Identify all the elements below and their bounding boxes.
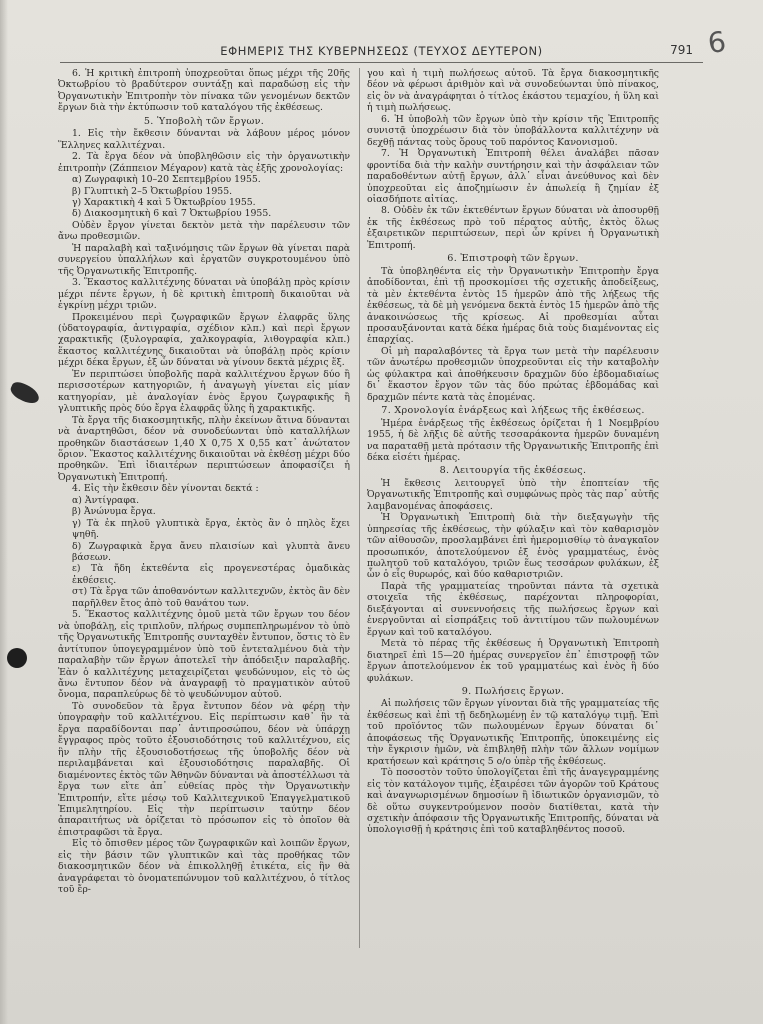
list-item: γ) Χαρακτικὴ 4 καὶ 5 Ὀκτωβρίου 1955.: [72, 196, 256, 208]
list-item: στ) Τὰ ἔργα τῶν ἀποθανόντων καλλιτεχνῶν, ἐκτὸς ἂν δὲν παρῆλθεν ἔτος ἀπὸ τοῦ θανάτου των.: [72, 586, 350, 609]
paragraph: 8. Οὐδὲν ἐκ τῶν ἐκτεθέντων ἔργων δύναται νὰ ἀποσυρθῇ ἐκ τῆς ἐκθέσεως πρὸ τοῦ πέρατος αὐτῆς, ἐκτὸς ὅλως ἐξαιρετικῶν περιπτώσεων, περὶ ὧν κρίνει ἡ Ὀργανωτικὴ Ἐπιτροπή.: [367, 205, 659, 251]
page-number: 791: [670, 43, 693, 57]
paragraph: 4. Εἰς τὴν ἔκθεσιν δὲν γίνονται δεκτά :: [72, 483, 259, 495]
paragraph: 6. Ἡ κριτικὴ ἐπιτροπὴ ὑποχρεοῦται ὅπως μέχρι τῆς 20ῆς Ὀκτωβρίου τὸ βραδύτερον συντάξῃ καὶ παραδώσῃ εἰς τὴν Ὀργανωτικὴν Ἐπιτροπὴν τὸν πίνακα τῶν γενομένων δεκτῶν ἔργων διὰ τὴν ἐκτύπωσιν τοῦ καταλόγου τῆς ἐκθέσεως.: [58, 68, 350, 114]
paragraph: 7. Ἡ Ὀργανωτικὴ Ἐπιτροπὴ θέλει ἀναλάβει πᾶσαν φροντίδα διὰ τὴν καλὴν συντήρησιν καὶ τὴν ἀσφάλειαν τῶν παραδοθέντων αὐτῇ ἔργων, ἀλλ᾽ εἶναι ἀνεύθυνος καὶ δὲν ὑποχρεοῦται εἰς ἀποζημίωσιν ἐν ἀπωλείᾳ ἢ ζημίαν ἐξ οἱασδήποτε αἰτίας.: [367, 148, 659, 205]
paragraph: Ἡ Ὀργανωτικὴ Ἐπιτροπὴ διὰ τὴν διεξαγωγὴν τῆς ὑπηρεσίας τῆς ἐκθέσεως, τὴν φύλαξιν καὶ τὸν καθαρισμὸν τῶν αἰθουσῶν, προσλαμβάνει ἐπὶ ἡμερομισθίῳ τὸ ἀναγκαῖον προσωπικόν, ἀποτελούμενον ἐξ ἑνὸς γραμματέως, ἑνὸς πωλητοῦ τοῦ καταλόγου, τριῶν ἕως τεσσάρων φυλάκων, ἐξ ὧν ὁ εἷς θυρωρός, καὶ δύο καθαριστριῶν.: [367, 512, 659, 581]
paragraph: Τὰ ἔργα τῆς διακοσμητικῆς, πλὴν ἐκείνων ἅτινα δύνανται νὰ ἀναρτηθῶσι, δέον νὰ συνοδεύωνται ὑπὸ καταλλήλων προθηκῶν διαστάσεων 1,40 Χ 0,75 Χ 0,55 κατ᾽ ἀνώτατον ὅριον. Ἕκαστος καλλιτέχνης δικαιοῦται νὰ ἐκθέσῃ μέχρι δύο προθηκῶν. Ἐπὶ ἰδιαιτέρων περιπτώσεων ἀποφασίζει ἡ Ὀργανωτικὴ Ἐπιτροπή.: [58, 414, 350, 483]
right-text-column: [367, 68, 659, 836]
paragraph: 6. Ἡ ὑποβολὴ τῶν ἔργων ὑπὸ τὴν κρίσιν τῆς Ἐπιτροπῆς συνιστᾷ ὑποχρέωσιν διὰ τὸν ὑποβάλλοντα καλλιτέχνην νὰ δεχθῇ πάντας τοὺς ὅρους τοῦ παρόντος Κανονισμοῦ.: [367, 113, 659, 148]
paragraph: 2. Τὰ ἔργα δέον νὰ ὑποβληθῶσιν εἰς τὴν ὀργανωτικὴν ἐπιτροπὴν (Ζάππειον Μέγαρον) κατὰ τὰς ἑξῆς χρονολογίας:: [58, 151, 350, 174]
page-header: [60, 40, 703, 63]
paragraph: 3. Ἕκαστος καλλιτέχνης δύναται νὰ ὑποβάλῃ πρὸς κρίσιν μέχρι πέντε ἔργων, ἡ δὲ κριτικὴ ἐπιτροπὴ δικαιοῦται νὰ ἐγκρίνῃ μέχρι τριῶν.: [58, 277, 350, 312]
section-heading: 9. Πωλήσεις ἔργων.: [461, 686, 565, 698]
paragraph: Ἐν περιπτώσει ὑποβολῆς παρὰ καλλιτέχνου ἔργων δύο ἢ περισσοτέρων κατηγοριῶν, ἡ ἀναγωγὴ γίνεται εἰς μίαν κατηγορίαν, μὲ ἀναλογίαν ἑνὸς ἔργου ζωγραφικῆς ἢ γλυπτικῆς πρὸς δύο ἔργα ἐλαφρᾶς ὕλης ἢ χαρακτικῆς.: [58, 368, 350, 415]
paragraph: Τὸ συνοδεῦον τὰ ἔργα ἔντυπον δέον νὰ φέρῃ τὴν ὑπογραφὴν τοῦ καλλιτέχνου. Εἰς περίπτωσιν καθ᾽ ἣν τὰ ἔργα παραδίδονται παρ᾽ ἀντιπροσώπου, δέον νὰ ὑπάρχῃ ἔγγραφος πρὸς τοῦτο ἐξουσιοδότησις τοῦ καλλιτέχνου, εἰς ἣν πλὴν τῆς ἐξουσιοδοτήσεως τῆς ὑποβολῆς δέον νὰ περιλαμβάνεται καὶ ἐξουσιοδότησις παραλαβῆς. Οἱ διαμένοντες ἐκτὸς τῶν Ἀθηνῶν δύνανται νὰ ἀποστέλλωσι τὰ ἔργα των εἴτε ἀπ᾽ εὐθείας πρὸς τὴν Ὀργανωτικὴν Ἐπιτροπήν, εἴτε μέσῳ τοῦ Καλλιτεχνικοῦ Ἐπαγγελματικοῦ Ἐπιμελητηρίου. Εἰς τὴν περίπτωσιν ταύτην δέον ἀπαραιτήτως νὰ ὁρίζεται τὸ πρόσωπον εἰς τὸ ὁποῖον θὰ ἐπιστραφῶσι τὰ ἔργα.: [58, 700, 350, 838]
paragraph: Οὐδὲν ἔργον γίνεται δεκτὸν μετὰ τὴν παρέλευσιν τῶν ἄνω προθεσμιῶν.: [58, 219, 350, 243]
section-heading: 7. Χρονολογία ἐνάρξεως καὶ λήξεως τῆς ἐκθέσεως.: [381, 405, 645, 417]
list-item: α) Ἀντίγραφα.: [72, 494, 140, 506]
list-item: ε) Τὰ ἤδη ἐκτεθέντα εἰς προγενεστέρας ὁμαδικὰς ἐκθέσεις.: [72, 563, 350, 586]
paragraph: Οἱ μὴ παραλαβόντες τὰ ἔργα των μετὰ τὴν παρέλευσιν τῶν ἀνωτέρω προθεσμιῶν ὑποχρεοῦνται εἰς τὴν καταβολὴν ὡς φύλακτρα καὶ ἀποθήκευσιν δραχμῶν δύο ἑβδομαδιαίως δι᾽ ἕκαστον ἔργον τῶν τὰς δύο πρώτας ἑβδομάδας καὶ δραχμῶν πέντε κατὰ τὰς ἑπομένας.: [367, 345, 659, 403]
left-text-column: [58, 68, 350, 896]
paragraph: 1. Εἰς τὴν ἔκθεσιν δύνανται νὰ λάβουν μέρος μόνον Ἕλληνες καλλιτέχναι.: [58, 128, 350, 151]
paragraph: Ἡ παραλαβὴ καὶ ταξινόμησις τῶν ἔργων θὰ γίνεται παρὰ συνεργείου ὑπαλλήλων καὶ ἐργατῶν συγκροτουμένου ὑπὸ τῆς Ὀργανωτικῆς Ἐπιτροπῆς.: [58, 242, 350, 277]
paragraph: Αἱ πωλήσεις τῶν ἔργων γίνονται διὰ τῆς γραμματείας τῆς ἐκθέσεως καὶ ἐπὶ τῇ δεδηλωμένῃ ἐν τῷ καταλόγῳ τιμῇ. Ἐπὶ τοῦ προϊόντος τῶν πωλουμένων ἔργων δύναται δι᾽ ἀποφάσεως τῆς Ὀργανωτικῆς Ἐπιτροπῆς, ὑποκειμένης εἰς τὴν ἔγκρισιν ἡμῶν, νὰ ἐπιβληθῇ πλὴν τῶν ἄλλων νομίμων κρατήσεων καὶ κράτησις 5 ο/ο ὑπὲρ τῆς ἐκθέσεως.: [367, 698, 659, 767]
paragraph: Ἡμέρα ἐνάρξεως τῆς ἐκθέσεως ὁρίζεται ἡ 1 Νοεμβρίου 1955, ἡ δὲ λῆξις δὲ αὐτῆς τεσσαράκοντα ἡμερῶν δυναμένη να παραταθῇ μετὰ πρότασιν τῆς Ὀργανωτικῆς Ἐπιτροπῆς ἐπὶ δέκα εἰσέτι ἡμέρας.: [367, 417, 659, 463]
paragraph: Μετὰ τὸ πέρας τῆς ἐκθέσεως ἡ Ὀργανωτικὴ Ἐπιτροπὴ διατηρεῖ ἐπὶ 15—20 ἡμέρας συνεργεῖον ἐπ᾽ ἐπιστροφῇ τῶν ἔργων ἀποτελούμενον ἐκ τοῦ γραμματέως καὶ ἑνὸς ἢ δύο φυλάκων.: [367, 638, 659, 684]
running-title: ΕΦΗΜΕΡΙΣ ΤΗΣ ΚΥΒΕΡΝΗΣΕΩΣ (ΤΕΥΧΟΣ ΔΕΥΤΕΡΟΝ): [220, 44, 543, 58]
handwritten-mark: 6: [705, 24, 729, 61]
paragraph: Ἡ ἔκθεσις λειτουργεῖ ὑπὸ τὴν ἐποπτείαν τῆς Ὀργανωτικῆς Ἐπιτροπῆς καὶ συμφώνως πρὸς τὰς παρ᾽ αὐτῆς λαμβανομένας ἀποφάσεις.: [367, 477, 659, 512]
list-item: β) Ἀνώνυμα ἔργα.: [72, 506, 156, 518]
list-item: α) Ζωγραφικὴ 10–20 Σεπτεμβρίου 1955.: [72, 174, 261, 186]
page-edge-shadow: [0, 0, 8, 1024]
paragraph: Προκειμένου περὶ ζωγραφικῶν ἔργων ἐλαφρᾶς ὕλης (ὑδατογραφία, ἀντιγραφία, σχέδιον κλπ.) καὶ περὶ ἔργων χαρακτικῆς (ξυλογραφία, χαλκογραφία, λιθογραφία κλπ.) ἕκαστος καλλιτέχνης δικαιοῦται νὰ ὑποβάλῃ πρὸς κρίσιν μέχρι δέκα ἔργων, ἐξ ὧν δύναται νὰ γίνουν δεκτὰ μέχρις ἕξ.: [58, 311, 350, 369]
list-item: δ) Διακοσμητικὴ 6 καὶ 7 Ὀκτωβρίου 1955.: [72, 208, 272, 220]
list-item: δ) Ζωγραφικὰ ἔργα ἄνευ πλαισίων καὶ γλυπτὰ ἄνευ βάσεων.: [72, 540, 350, 564]
paragraph: Τὸ ποσοστὸν τοῦτο ὑπολογίζεται ἐπὶ τῆς ἀναγεγραμμένης εἰς τὸν κατάλογον τιμῆς, ἐξαιρέσει τῶν ἀγορῶν τοῦ Κράτους καὶ ἀναγνωρισμένων δημοσίων ἢ ἰδιωτικῶν ὀργανισμῶν, τὸ δὲ οὕτω συγκεντρούμενον ποσὸν διατίθεται, κατὰ τὴν σχετικὴν ἀπόφασιν τῆς Ὀργανωτικῆς Ἐπιτροπῆς, δύναται νὰ ὑπολογισθῇ ἡ κράτησις ἐπὶ τοῦ καταβληθέντος ποσοῦ.: [367, 767, 659, 836]
paragraph: 5. Ἕκαστος καλλιτέχνης ὁμοῦ μετὰ τῶν ἔργων του δέον νὰ ὑποβάλῃ, εἰς τριπλοῦν, πλήρως συμπεπληρωμένον τὸ ὑπὸ τῆς Ὀργανωτικῆς Ἐπιτροπῆς συνταχθὲν ἔντυπον, ὅστις τὸ ἓν ἀντίτυπον ὑπογεγραμμένον ὑπὸ τοῦ ἐντεταλμένου διὰ τὴν παραλαβὴν τῶν ἔργων ἀποτελεῖ τὴν ἀπόδειξιν παραλαβῆς. Ἐὰν ὁ καλλιτέχνης μεταχειρίζεται ψευδώνυμον, εἰς τὸ ὡς ἄνω ἔντυπον δέον νὰ ἀναγραφῇ τὸ πραγματικὸν αὐτοῦ ὄνομα, παραπλεύρως δὲ τὸ ψευδώνυμον αὐτοῦ.: [58, 609, 350, 701]
section-heading: 8. Λειτουργία τῆς ἐκθέσεως.: [439, 465, 587, 477]
paragraph: Τὰ ὑποβληθέντα εἰς τὴν Ὀργανωτικὴν Ἐπιτροπὴν ἔργα ἀποδίδονται, ἐπὶ τῇ προσκομίσει τῆς σχετικῆς ἀποδείξεως, τὰ μὲν ἐκτεθέντα ἐντὸς 15 ἡμερῶν ἀπὸ τῆς λήξεως τῆς ἐκθέσεως, τὰ δὲ μὴ γενόμενα δεκτὰ ἐντὸς 15 ἡμερῶν ἀπὸ τῆς ἀνακοινώσεως τῆς κρίσεως. Αἱ προθεσμίαι αὗται προσαυξάνονται κατὰ δέκα ἡμέρας διὰ τοὺς διαμένοντας εἰς ἐπαρχίας.: [367, 265, 659, 346]
section-heading: 5. Ὑποβολὴ τῶν ἔργων.: [143, 115, 265, 127]
section-heading: 6. Ἐπιστροφὴ τῶν ἔργων.: [447, 253, 579, 265]
list-item: γ) Τὰ ἐκ πηλοῦ γλυπτικὰ ἔργα, ἐκτὸς ἂν ὁ πηλὸς ἔχει ψηθῆ.: [72, 517, 350, 541]
paragraph: Παρὰ τῆς γραμματείας τηροῦνται πάντα τὰ σχετικὰ στοιχεῖα τῆς ἐκθέσεως, παρέχονται πληροφορίαι, διεξάγονται αἱ συνεννοήσεις τῆς πωλήσεως ἔργων καὶ ἐνεργοῦνται αἱ εἰσπράξεις τοῦ ἀντιτίμου τῶν πωλουμένων ἔργων καὶ τοῦ καταλόγου.: [367, 580, 659, 638]
paragraph: Εἰς τὸ ὄπισθεν μέρος τῶν ζωγραφικῶν καὶ λοιπῶν ἔργων, εἰς τὴν βάσιν τῶν γλυπτικῶν καὶ τὰς προθήκας τῶν διακοσμητικῶν δέον νὰ ἐπικολληθῇ ἐτικέτα, εἰς ἣν θὰ ἀναγράφεται τὸ ὀνοματεπώνυμον τοῦ καλλιτέχνου, ὁ τίτλος τοῦ ἔρ-: [58, 838, 350, 896]
list-item: β) Γλυπτικὴ 2–5 Ὀκτωβρίου 1955.: [72, 185, 233, 197]
ink-blot: [8, 379, 42, 406]
column-divider: [359, 68, 360, 948]
punch-hole: [7, 648, 27, 668]
paragraph: γου καὶ ἡ τιμὴ πωλήσεως αὐτοῦ. Τὰ ἔργα διακοσμητικῆς δέον νὰ φέρωσι ἀριθμὸν καὶ νὰ συνοδεύωνται ὑπὸ πίνακος, εἰς ὃν νὰ ἀναγράφηται ὁ τίτλος ἑκάστου τεμαχίου, ἡ ὕλη καὶ ἡ τιμὴ πωλήσεως.: [367, 68, 659, 114]
